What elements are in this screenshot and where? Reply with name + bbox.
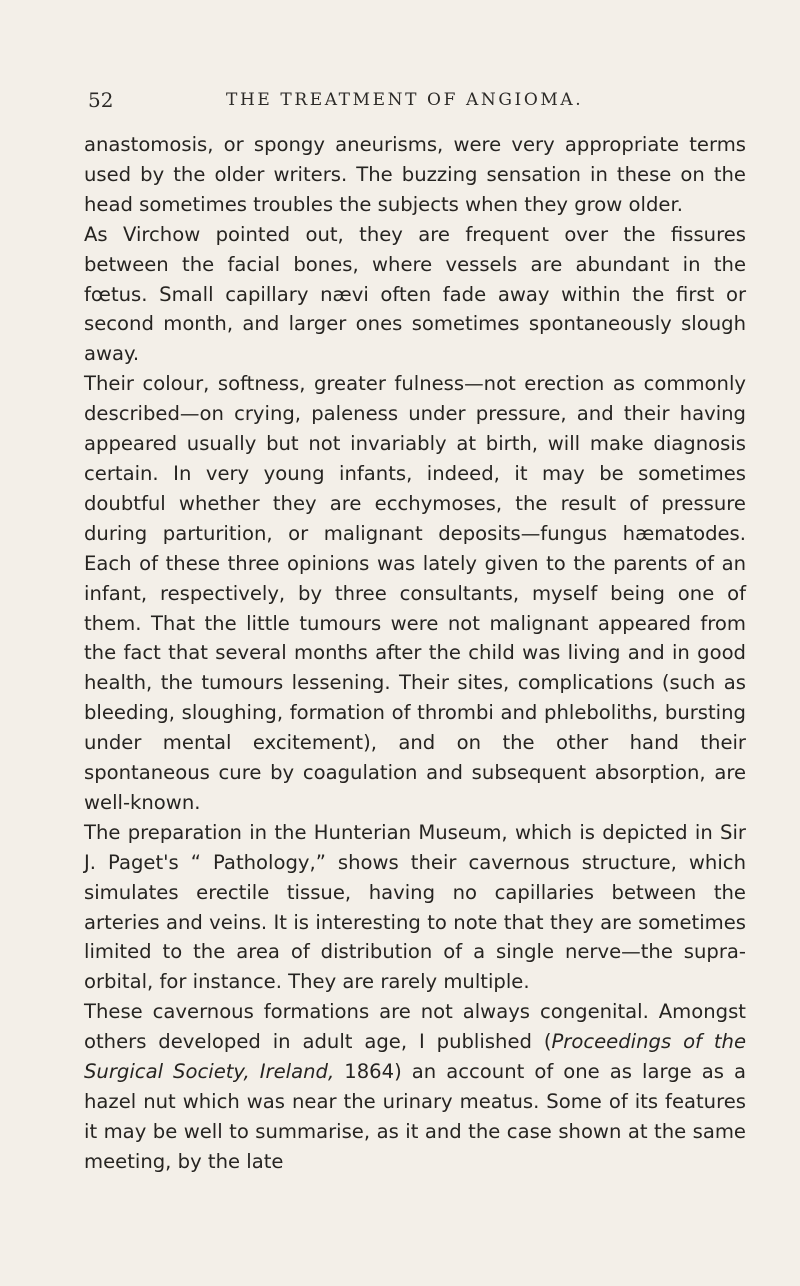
paragraph-1: anastomosis, or spongy aneurisms, were very appropriate terms used by the older writers. The buzzing sensation in these on the head sometimes troubles the subjects when they grow older. — [84, 133, 746, 216]
page-number: 52 — [88, 88, 114, 112]
paragraph-4: The preparation in the Hunterian Museum, which is depicted in Sir J. Paget's “ Pathology,” shows their cavernous structure, which simulates erectile tissue, having no capillaries between the arteries and veins. It is interesting to note that they are sometimes limited to the area of distribution of a single nerve—the supra-orbital, for instance. They are rarely multiple. — [84, 820, 746, 994]
running-title: THE TREATMENT OF ANGIOMA. — [226, 90, 584, 110]
page-header — [88, 88, 728, 122]
paragraph-2: As Virchow pointed out, they are frequent over the fissures between the facial bones, where vessels are abundant in the fœtus. Small capillary nævi often fade away within the first or second month, and larger ones sometimes spontaneously slough away. — [84, 222, 746, 366]
body-text — [84, 130, 746, 1177]
paragraph-5-closing: 1864) an account of one as large as a hazel nut which was near the urinary meatus. Some of its features it may be well to summarise, as it and the case shown at the same meeting, by the late — [84, 1060, 746, 1173]
paragraph-5-opening: These cavernous formations are not always congenital. Amongst others developed in adult age, I published ( — [84, 1000, 746, 1054]
paragraph-5 — [84, 997, 746, 1176]
journal-title: Proceedings of the Surgical Society, Ireland, — [84, 1030, 747, 1084]
paragraph-3: Their colour, softness, greater fulness—not erection as commonly described—on crying, paleness under pressure, and their having appeared usually but not invariably at birth, will make diagnosis certain. In very young infants, indeed, it may be sometimes doubtful whether they are ecchymoses, the result of pressure during parturition, or malignant deposits—fungus hæmatodes. Each of these three opinions was lately given to the parents of an infant, respectively, by three consultants, myself being one of them. That the little tumours were not malignant appeared from the fact that several months after the child was living and in good health, the tumours lessening. Their sites, complications (such as bleeding, sloughing, formation of thrombi and phleboliths, bursting under mental excitement), and on the other hand their spontaneous cure by coagulation and subsequent absorption, are well-known. — [84, 372, 746, 814]
